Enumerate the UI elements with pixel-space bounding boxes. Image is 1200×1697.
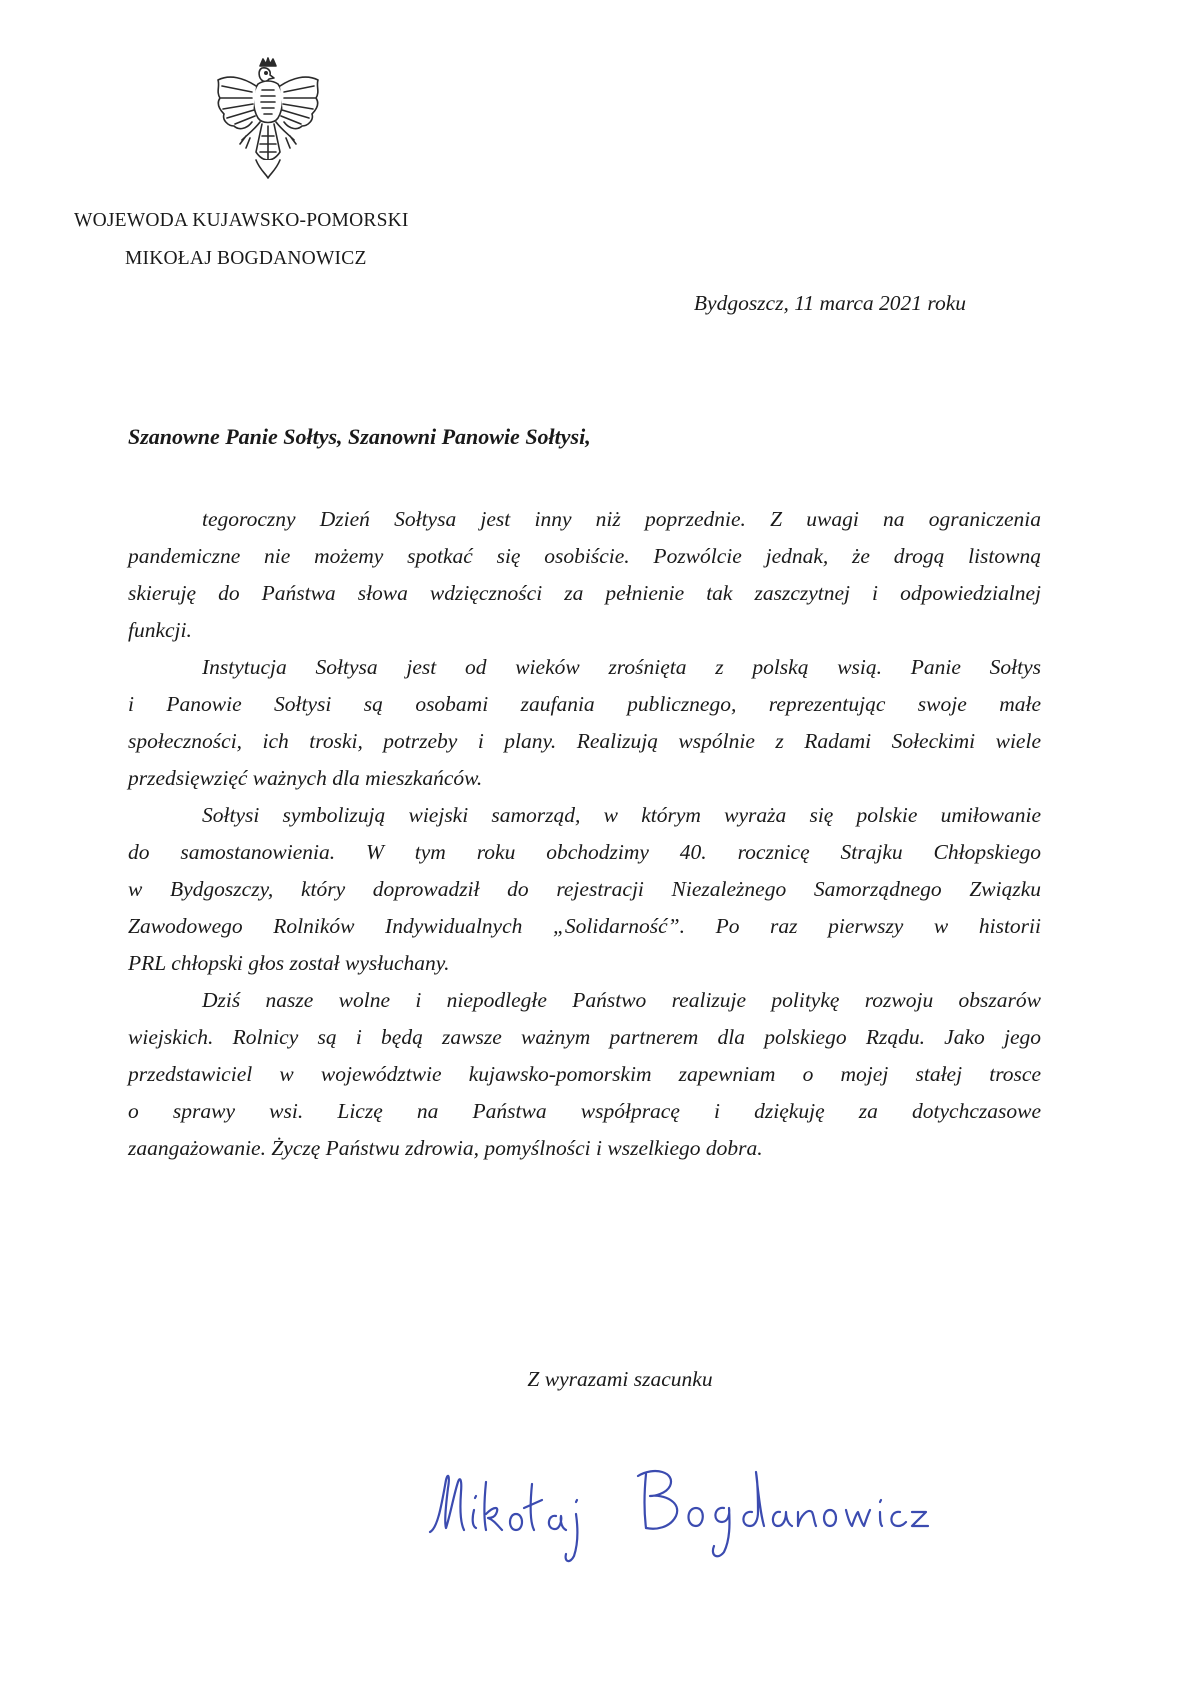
body-line: Zawodowego Rolników Indywidualnych „Solidarność”. Po raz pierwszy w historii bbox=[128, 914, 1041, 938]
body-line: PRL chłopski głos został wysłuchany. bbox=[128, 951, 450, 975]
salutation: Szanowne Panie Sołtys, Szanowni Panowie Sołtysi, bbox=[128, 424, 591, 449]
body-line: społeczności, ich troski, potrzeby i plany. Realizują wspólnie z Radami Sołeckimi wiele bbox=[128, 729, 1041, 753]
letter-body bbox=[128, 501, 1041, 1167]
body-line: do samostanowienia. W tym roku obchodzimy 40. rocznicę Strajku Chłopskiego bbox=[128, 840, 1041, 864]
body-line: przedsięwzięć ważnych dla mieszkańców. bbox=[128, 766, 483, 790]
body-line: przedstawiciel w województwie kujawsko-pomorskim zapewniam o mojej stałej trosce bbox=[128, 1062, 1041, 1086]
closing-formula: Z wyrazami szacunku bbox=[527, 1367, 713, 1391]
body-line: wiejskich. Rolnicy są i będą zawsze ważnym partnerem dla polskiego Rządu. Jako jego bbox=[128, 1025, 1041, 1049]
body-line: zaangażowanie. Życzę Państwu zdrowia, pomyślności i wszelkiego dobra. bbox=[128, 1136, 763, 1160]
date-line: Bydgoszcz, 11 marca 2021 roku bbox=[693, 291, 966, 315]
body-line: o sprawy wsi. Liczę na Państwa współpracę i dziękuję za dotychczasowe bbox=[128, 1099, 1041, 1123]
body-line: w Bydgoszczy, który doprowadził do rejestracji Niezależnego Samorządnego Związku bbox=[128, 877, 1041, 901]
letterhead-name: MIKOŁAJ BOGDANOWICZ bbox=[125, 248, 367, 269]
letterhead-office: WOJEWODA KUJAWSKO-POMORSKI bbox=[74, 210, 409, 231]
body-line: funkcji. bbox=[128, 618, 192, 642]
body-line: Dziś nasze wolne i niepodległe Państwo realizuje politykę rozwoju obszarów bbox=[202, 988, 1041, 1012]
body-line: skieruję do Państwa słowa wdzięczności za pełnienie tak zaszczytnej i odpowiedzialnej bbox=[128, 581, 1041, 605]
body-line: pandemiczne nie możemy spotkać się osobiście. Pozwólcie jednak, że drogą listowną bbox=[128, 544, 1041, 568]
handwritten-signature bbox=[424, 1432, 944, 1572]
body-line: tegoroczny Dzień Sołtysa jest inny niż poprzednie. Z uwagi na ograniczenia bbox=[202, 507, 1041, 531]
body-line: Instytucja Sołtysa jest od wieków zrośnięta z polską wsią. Panie Sołtys bbox=[202, 655, 1041, 679]
body-line: i Panowie Sołtysi są osobami zaufania publicznego, reprezentując swoje małe bbox=[128, 692, 1041, 716]
polish-eagle-emblem-icon bbox=[208, 56, 328, 180]
body-line: Sołtysi symbolizują wiejski samorząd, w którym wyraża się polskie umiłowanie bbox=[202, 803, 1041, 827]
